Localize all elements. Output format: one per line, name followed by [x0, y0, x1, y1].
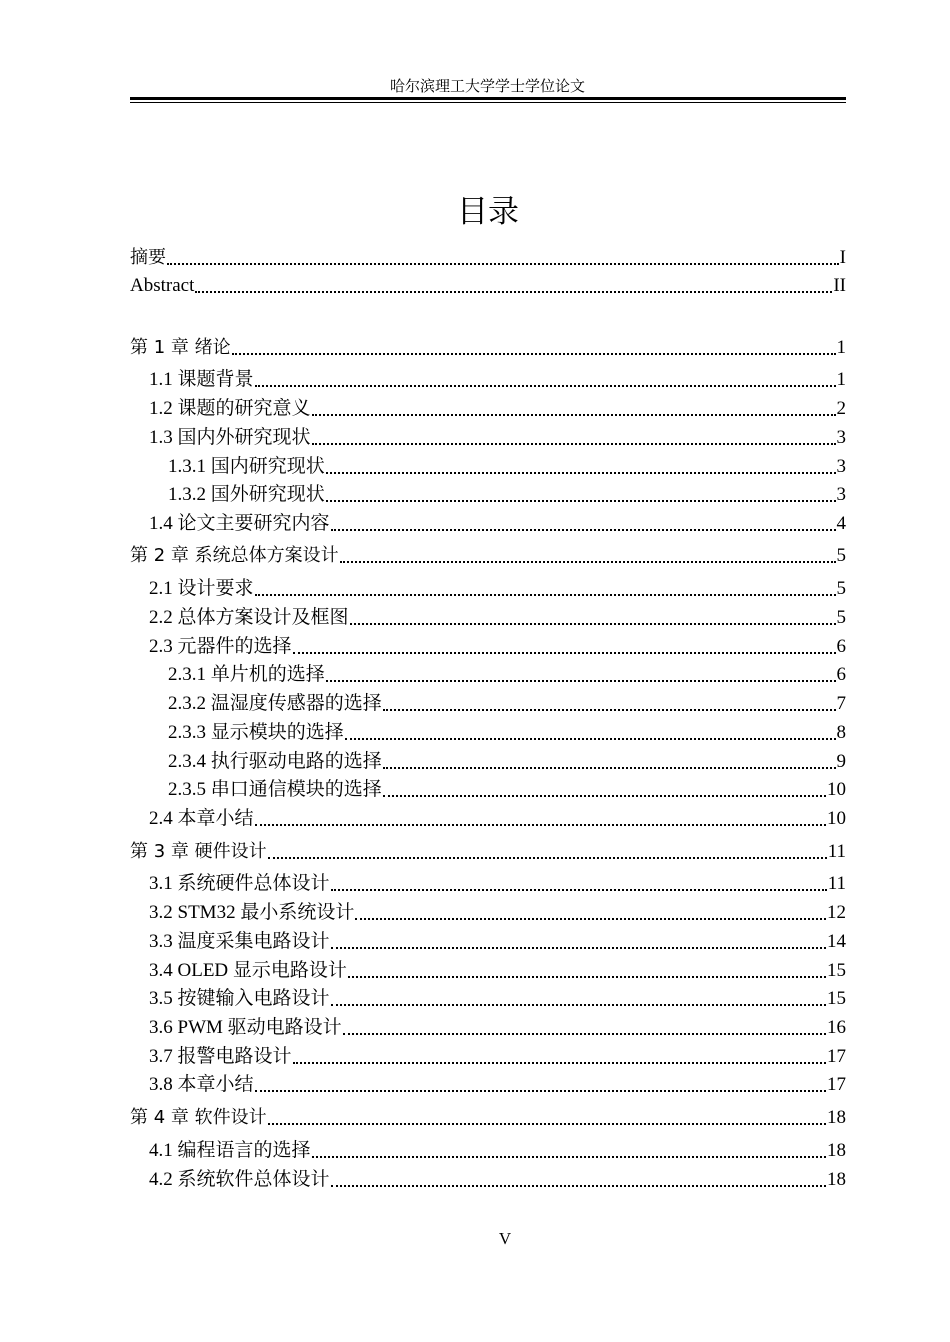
dot-leader [293, 652, 836, 654]
toc-entry-label: 2.3.1 单片机的选择 [168, 664, 325, 685]
dot-leader [255, 385, 836, 387]
toc-entry-label: 3.4 OLED 显示电路设计 [149, 960, 347, 981]
toc-entry-label: 摘要 [130, 247, 166, 268]
dot-leader [350, 623, 836, 625]
toc-entry[interactable] [130, 543, 846, 569]
dot-leader [255, 824, 826, 826]
toc-entry-page: 3 [836, 456, 846, 477]
toc-entry-page: 5 [836, 607, 846, 628]
toc-entry-label: 1.3.2 国外研究现状 [168, 484, 325, 505]
dot-leader [331, 1004, 826, 1006]
toc-entry-page: 10 [827, 779, 846, 800]
toc-entry-label: 2.3.5 串口通信模块的选择 [168, 779, 382, 800]
toc-entry-page: 10 [827, 808, 846, 829]
toc-entry-label: 2.3.2 温湿度传感器的选择 [168, 693, 382, 714]
toc-title: 目录 [457, 194, 519, 229]
toc-entry-page: 15 [827, 988, 846, 1009]
dot-leader [383, 767, 836, 769]
dot-leader [383, 795, 826, 797]
toc-entry[interactable] [130, 511, 846, 537]
toc-entry[interactable] [130, 691, 846, 717]
dot-leader [331, 947, 826, 949]
toc-entry[interactable] [130, 749, 846, 775]
toc-entry-page: I [839, 247, 846, 268]
toc-entry[interactable] [130, 1138, 846, 1164]
toc-entry[interactable] [130, 871, 846, 897]
dot-leader [331, 1185, 826, 1187]
dot-leader [348, 976, 826, 978]
dot-leader [326, 472, 836, 474]
toc-entry[interactable] [130, 720, 846, 746]
toc-entry[interactable] [130, 900, 846, 926]
toc-entry-page: 1 [836, 337, 846, 358]
toc-entry[interactable] [130, 576, 846, 602]
dot-leader [195, 291, 832, 293]
toc-entry-page: 14 [827, 931, 846, 952]
dot-leader [312, 443, 836, 445]
toc-entry[interactable] [130, 958, 846, 984]
toc-entry-label: 第 4 章 软件设计 [130, 1107, 267, 1128]
toc-entry-page: 3 [836, 484, 846, 505]
dot-leader [232, 353, 836, 355]
toc-entry-page: 2 [836, 398, 846, 419]
dot-leader [312, 414, 836, 416]
toc-entry-page: 9 [836, 751, 846, 772]
toc-entry-label: 1.2 课题的研究意义 [149, 398, 311, 419]
toc-entry-page: 3 [836, 427, 846, 448]
toc-entry[interactable] [130, 605, 846, 631]
toc-entry-label: 第 1 章 绪论 [130, 337, 231, 358]
toc-entry-label: 2.3.3 显示模块的选择 [168, 722, 344, 743]
toc-entry-page: 8 [836, 722, 846, 743]
toc-entry-page: 17 [827, 1046, 846, 1067]
dot-leader [268, 1123, 826, 1125]
toc-entry[interactable] [130, 634, 846, 660]
toc-entry-label: 第 3 章 硬件设计 [130, 841, 267, 862]
toc-entry-page: 18 [827, 1107, 846, 1128]
toc-entry[interactable] [130, 1072, 846, 1098]
toc-entry-label: 1.3 国内外研究现状 [149, 427, 311, 448]
toc-entry-page: 5 [836, 578, 846, 599]
toc-entry-label: 2.3 元器件的选择 [149, 636, 292, 657]
toc-entry[interactable] [130, 662, 846, 688]
dot-leader [345, 738, 836, 740]
toc-entry[interactable] [130, 245, 846, 271]
toc-entry[interactable] [130, 1105, 846, 1131]
toc-entry-label: 3.1 系统硬件总体设计 [149, 873, 330, 894]
toc-entry-page: 11 [827, 873, 846, 894]
toc-entry-page: 11 [827, 841, 846, 862]
toc-entry-label: 1.4 论文主要研究内容 [149, 513, 330, 534]
toc-entry-page: 1 [836, 369, 846, 390]
toc-entry[interactable] [130, 482, 846, 508]
toc-entry[interactable] [130, 806, 846, 832]
dot-leader [255, 594, 836, 596]
toc-entry-label: 2.2 总体方案设计及框图 [149, 607, 349, 628]
running-header: 哈尔滨理工大学学士学位论文 [389, 79, 585, 95]
toc-entry-page: 5 [836, 545, 846, 566]
dot-leader [312, 1156, 826, 1158]
toc-entry[interactable] [130, 335, 846, 361]
toc-entry[interactable] [130, 273, 846, 299]
dot-leader [383, 709, 836, 711]
toc-entry[interactable] [130, 1167, 846, 1193]
toc-entry[interactable] [130, 454, 846, 480]
toc-entry[interactable] [130, 425, 846, 451]
toc-entry-label: 2.1 设计要求 [149, 578, 254, 599]
toc-entry-label: 3.7 报警电路设计 [149, 1046, 292, 1067]
toc-entry[interactable] [130, 929, 846, 955]
toc-entry-page: 17 [827, 1074, 846, 1095]
toc-entry-page: 18 [827, 1140, 846, 1161]
toc-entry-label: 2.3.4 执行驱动电路的选择 [168, 751, 382, 772]
toc-entry-page: 12 [827, 902, 846, 923]
toc-entry-label: 1.3.1 国内研究现状 [168, 456, 325, 477]
toc-entry[interactable] [130, 777, 846, 803]
dot-leader [340, 561, 836, 563]
toc-entry-label: Abstract [130, 275, 195, 296]
toc-entry[interactable] [130, 1044, 846, 1070]
dot-leader [326, 680, 836, 682]
toc-entry[interactable] [130, 367, 846, 393]
dot-leader [255, 1090, 826, 1092]
toc-entry-label: 3.6 PWM 驱动电路设计 [149, 1017, 342, 1038]
toc-entry-label: 3.5 按键输入电路设计 [149, 988, 330, 1009]
toc-entry-page: 18 [827, 1169, 846, 1190]
dot-leader [268, 857, 827, 859]
dot-leader [331, 889, 827, 891]
toc-entry[interactable] [130, 839, 846, 865]
toc-entry-page: II [833, 275, 846, 296]
toc-entry-label: 1.1 课题背景 [149, 369, 254, 390]
toc-entry-page: 16 [827, 1017, 846, 1038]
dot-leader [355, 918, 826, 920]
toc-entry-page: 6 [836, 636, 846, 657]
header-rule-thick [130, 97, 846, 100]
toc-entry-label: 第 2 章 系统总体方案设计 [130, 545, 339, 566]
dot-leader [343, 1033, 826, 1035]
toc-entry-label: 4.2 系统软件总体设计 [149, 1169, 330, 1190]
toc-entry-label: 3.8 本章小结 [149, 1074, 254, 1095]
toc-entry-page: 6 [836, 664, 846, 685]
toc-entry-label: 4.1 编程语言的选择 [149, 1140, 311, 1161]
page-number: V [498, 1229, 512, 1248]
toc-entry[interactable] [130, 396, 846, 422]
toc-entry-page: 15 [827, 960, 846, 981]
toc-entry-label: 3.2 STM32 最小系统设计 [149, 902, 355, 923]
toc-entry-label: 2.4 本章小结 [149, 808, 254, 829]
dot-leader [293, 1062, 826, 1064]
toc-entry[interactable] [130, 1015, 846, 1041]
dot-leader [167, 263, 839, 265]
toc-entry[interactable] [130, 986, 846, 1012]
toc-entry-page: 4 [836, 513, 846, 534]
toc-entry-label: 3.3 温度采集电路设计 [149, 931, 330, 952]
dot-leader [326, 500, 836, 502]
dot-leader [331, 529, 836, 531]
header-rule-thin [130, 102, 846, 103]
toc-entry-page: 7 [836, 693, 846, 714]
